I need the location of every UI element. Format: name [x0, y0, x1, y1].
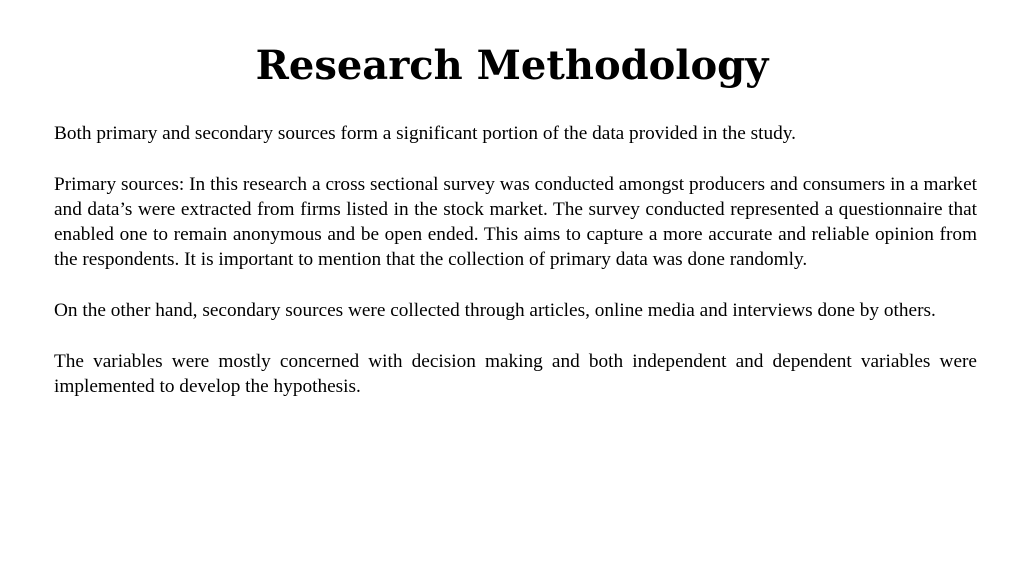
paragraph-sources-overview: Both primary and secondary sources form a significant portion of the data provided in the study. [54, 123, 796, 144]
paragraph-variables: The variables were mostly concerned with decision making and both independent and dependent variables were implemented to develop the hypothesis. [54, 350, 977, 397]
slide-body [54, 121, 977, 425]
paragraph-primary-sources: Primary sources: In this research a cross sectional survey was conducted amongst producers and consumers in a market and data’s were extracted from firms listed in the stock market. The survey conducted represented a questionnaire that enabled one to remain anonymous and be open ended. This aims to capture a more accurate and reliable opinion from the respondents. It is important to mention that the collection of primary data was done randomly. [54, 173, 977, 271]
slide-title: Research Methodology [255, 42, 769, 89]
paragraph-secondary-sources: On the other hand, secondary sources were collected through articles, online media and interviews done by others. [54, 300, 936, 322]
